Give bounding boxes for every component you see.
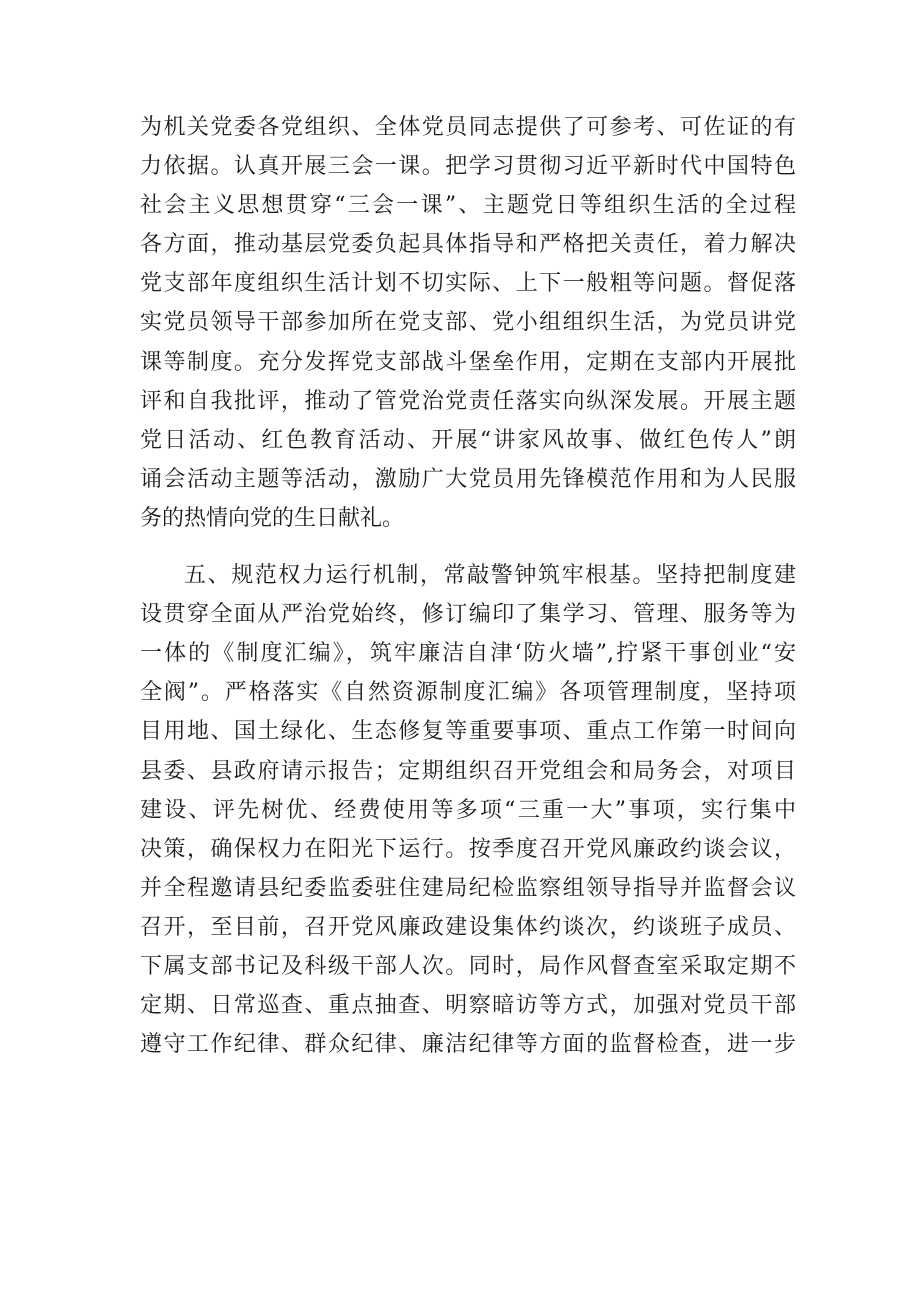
text-line: 决策，确保权力在阳光下运行。按季度召开党风廉政约谈会议， [140,836,796,862]
text-line: 诵会活动主题等活动，激励广大党员用先锋模范作用和为人民服 [140,466,796,492]
paragraph-party-organization-life [140,108,796,538]
text-line: 建设、评先树优、经费使用等多项“三重一大”事项，实行集中 [140,797,796,823]
text-line: 定期、日常巡查、重点抽查、明察暗访等方式，加强对党员干部 [140,993,796,1019]
text-line: 遵守工作纪律、群众纪律、廉洁纪律等方面的监督检查，进一步 [140,1032,796,1058]
text-line: 为机关党委各党组织、全体党员同志提供了可参考、可佐证的有 [140,115,796,140]
text-line: 评和自我批评，推动了管党治党责任落实向纵深发展。开展主题 [140,388,796,414]
text-line: 务的热情向党的生日献礼。 [140,505,405,531]
text-line: 目用地、国土绿化、生态修复等重要事项、重点工作第一时间向 [140,719,796,745]
text-line: 全阀”。严格落实《自然资源制度汇编》各项管理制度，坚持项 [140,680,796,706]
text-line: 党日活动、红色教育活动、开展“讲家风故事、做红色传人”朗 [140,427,796,453]
document-body [140,108,796,1064]
text-line: 五、规范权力运行机制，常敲警钟筑牢根基。坚持把制度建 [184,563,796,589]
text-line: 召开，至目前，召开党风廉政建设集体约谈次，约谈班子成员、 [140,914,796,940]
paragraph-spacing [140,538,796,556]
text-line: 各方面，推动基层党委负起具体指导和严格把关责任，着力解决 [140,232,796,258]
text-line: 设贯穿全面从严治党始终，修订编印了集学习、管理、服务等为 [140,602,796,628]
text-line: 社会主义思想贯穿“三会一课”、主题党日等组织生活的全过程 [140,193,796,219]
text-line: 力依据。认真开展三会一课。把学习贯彻习近平新时代中国特色 [140,154,796,180]
text-line: 县委、县政府请示报告；定期组织召开党组会和局务会，对项目 [140,758,796,784]
paragraph-power-operation-mechanism [140,556,796,1064]
text-line: 一体的《制度汇编》，筑牢廉洁自津‘防火墙”,拧紧干事创业“安 [140,641,796,667]
text-line: 实党员领导干部参加所在党支部、党小组组织生活，为党员讲党 [140,310,796,336]
text-line: 党支部年度组织生活计划不切实际、上下一般粗等问题。督促落 [140,271,796,297]
text-line: 课等制度。充分发挥党支部战斗堡垒作用，定期在支部内开展批 [140,349,796,375]
text-line: 并全程邀请县纪委监委驻住建局纪检监察组领导指导并监督会议 [140,875,796,901]
text-line: 下属支部书记及科级干部人次。同时，局作风督查室采取定期不 [140,953,796,979]
